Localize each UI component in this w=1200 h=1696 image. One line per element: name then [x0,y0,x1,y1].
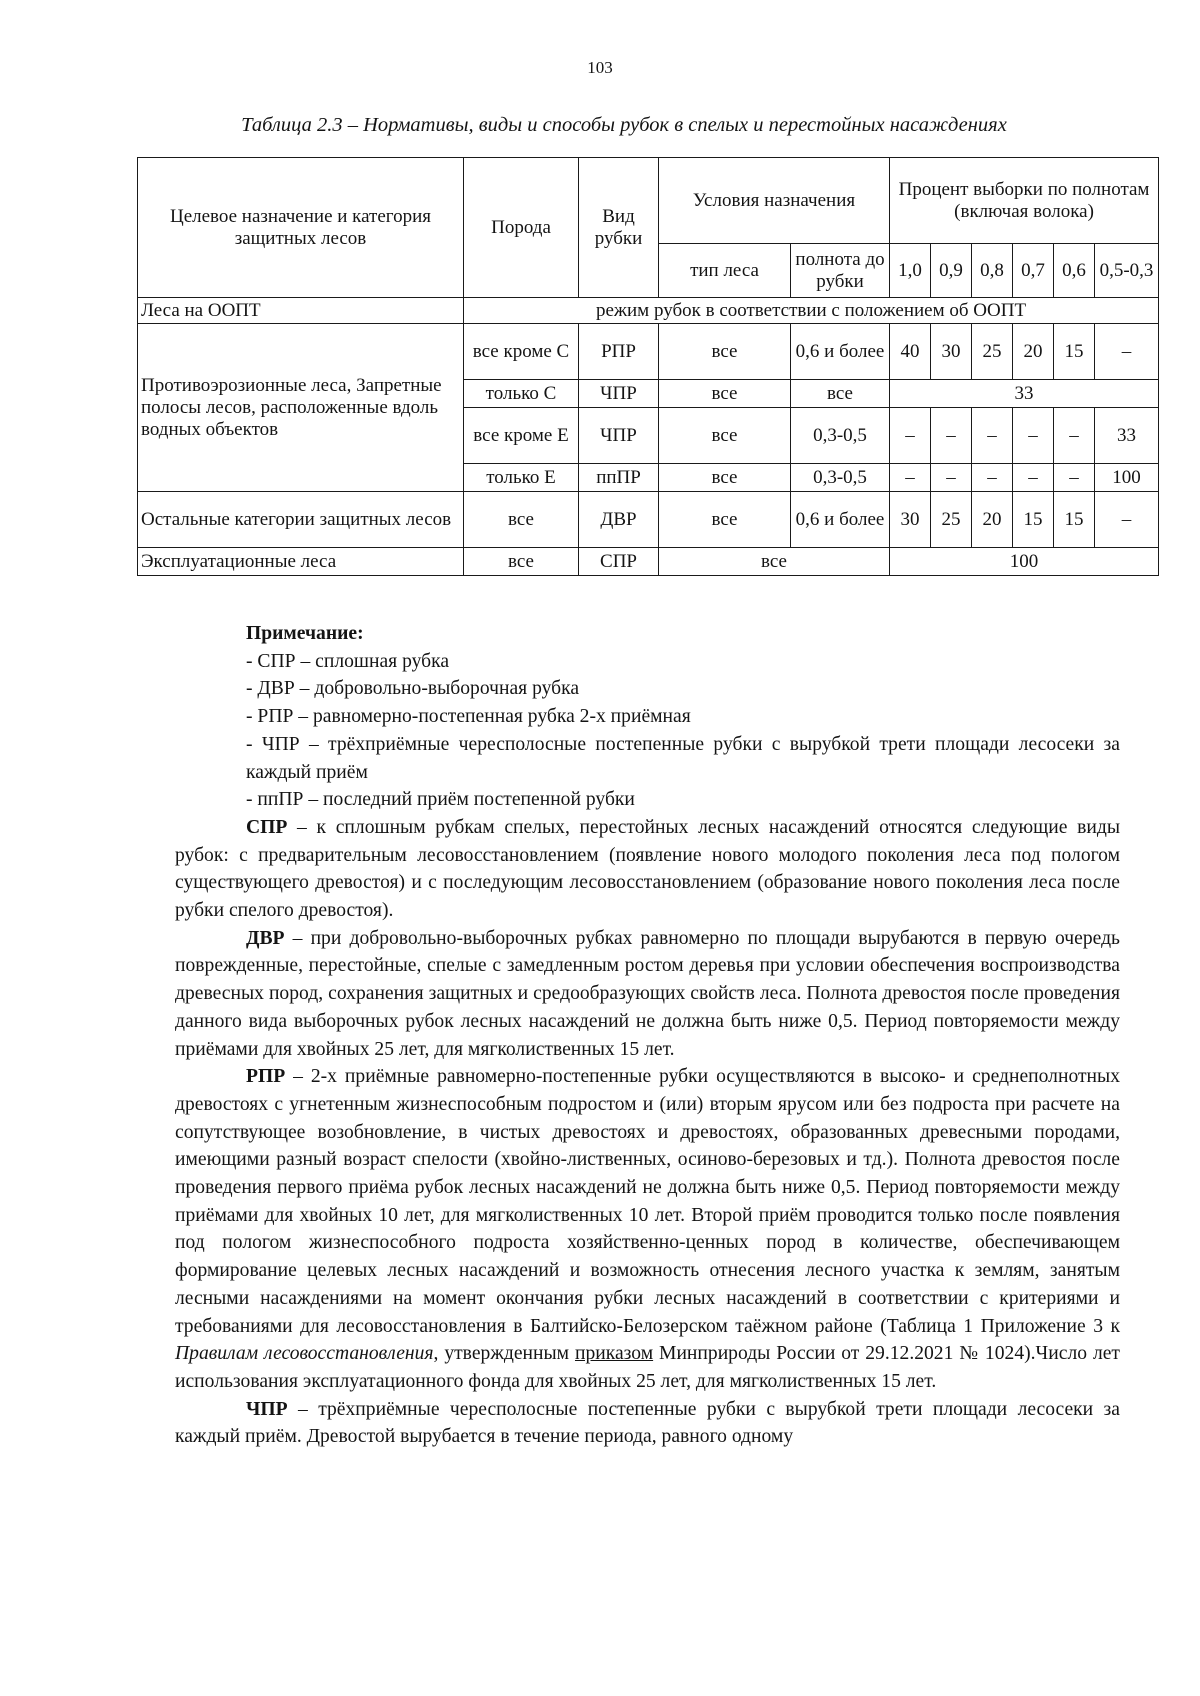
header-density: 1,0 [890,244,931,298]
cell-cut: РПР [579,324,659,380]
cell-conditions: все [659,548,890,576]
cell-value: – [931,408,972,464]
cell-value: 100 [1095,464,1159,492]
header-forest-type: тип леса [659,244,791,298]
cell-value: – [1013,464,1054,492]
paragraph-spr [175,814,1120,925]
cell-density: 0,3-0,5 [791,408,890,464]
paragraph-text: , утвержденным [433,1343,575,1365]
cell-value: – [972,464,1013,492]
note-item: - ппПР – последний приём постепенной рубки [246,789,635,811]
row-label: Противоэрозионные леса, Запретные полосы лесов, расположенные вдоль водных объектов [138,324,464,492]
header-purpose: Целевое назначение и категория защитных лесов [138,158,464,298]
cell-cut: СПР [579,548,659,576]
table-row-oopt [138,298,1159,324]
norms-table [137,157,1159,576]
cell-cut: ДВР [579,492,659,548]
header-density: 0,9 [931,244,972,298]
term-chpr: ЧПР [246,1398,288,1420]
paragraph-dvr [175,925,1120,1064]
cell-density: 0,6 и более [791,492,890,548]
term-spr: СПР [246,816,288,838]
header-density: 0,5-0,3 [1095,244,1159,298]
cell-cut: ЧПР [579,408,659,464]
cell-cut: ЧПР [579,380,659,408]
cell-value: 15 [1054,492,1095,548]
cell-value: – [1095,324,1159,380]
paragraph-rpr [175,1063,1120,1395]
cell-value: 20 [1013,324,1054,380]
paragraph-text: – при добровольно-выборочных рубках равномерно по площади вырубаются в первую очередь поврежденные, перестойные, спелые с замедленным ростом деревья при условии обеспечения воспроизводства древесных пород, сохранения защитных и средообразующих свойств леса. Полнота древостоя после проведения данного вида выборочных рубок лесных насаждений не должна быть ниже 0,5. Период повторяемости между приёмами для хвойных 25 лет, для мягколиственных 15 лет. [175,927,1120,1060]
note-item: - ДВР – добровольно-выборочная рубка [246,678,580,700]
page-number: 103 [587,58,613,77]
cell-value: 20 [972,492,1013,548]
header-density: 0,8 [972,244,1013,298]
note-title: Примечание: [246,623,364,644]
header-conditions: Условия назначения [659,158,890,244]
row-label: Леса на ООПТ [138,298,464,324]
cell-forest: все [659,324,791,380]
term-dvr: ДВР [246,927,285,949]
cell-value: – [890,464,931,492]
paragraph-text: – 2-х приёмные равномерно-постепенные рубки осуществляются в высоко- и среднеполнотных древостоях с угнетенным жизнеспособным подростом и (или) вторым ярусом или без подроста при расчете на сопутствующее возобновление, в чистых древостоях и древостоях, образованных древесными породами, имеющими разный возраст спелости (хвойно-лиственных, осиново-березовых и тд.). Полнота древостоя после проведения первого приёма рубок лесных насаждений не должна быть ниже 0,5. Период повторяемости между приёмами для хвойных 10 лет, для мягколиственных 10 лет. Второй приём проводится только после появления под пологом жизнеспособного подроста хозяйственно-ценных пород в количестве, обеспечивающем формирование целевых лесных насаждений и возможность отнесения лесного участка к землям, занятым лесными насаждениями на момент окончания рубки лесных насаждений в соответствии с критериями и требованиями для лесовосстановления в Балтийско-Белозерском таёжном районе (Таблица 1 Приложение 3 к [175,1066,1120,1337]
cell-value: – [890,408,931,464]
cell-density: все [791,380,890,408]
cell-forest: все [659,380,791,408]
italic-reference: Правилам лесовосстановления [175,1343,434,1365]
cell-value: – [1095,492,1159,548]
cell-forest: все [659,408,791,464]
oopt-regime: режим рубок в соответствии с положением об ООПТ [464,298,1159,324]
header-density-to: полнота до рубки [791,244,890,298]
cell-species: все кроме С [464,324,579,380]
cell-species: все [464,492,579,548]
row-label: Остальные категории защитных лесов [138,492,464,548]
table-row [138,324,1159,380]
note-item: - ЧПР – трёхприёмные чересполосные постепенные рубки с вырубкой трети площади лесосеки за каждый приём [246,733,1120,783]
cell-value: – [1054,408,1095,464]
order-link[interactable]: приказом [574,1343,654,1365]
row-label: Эксплуатационные леса [138,548,464,576]
table-row [138,492,1159,548]
cell-value-merged: 33 [890,380,1159,408]
cell-value: – [1013,408,1054,464]
cell-value: 40 [890,324,931,380]
cell-forest: все [659,464,791,492]
header-species: Порода [464,158,579,298]
cell-value: – [931,464,972,492]
cell-species: все [464,548,579,576]
paragraph-text: – трёхприёмные чересполосные постепенные рубки с вырубкой трети площади лесосеки за каждый приём. Древостой вырубается в течение периода, равного одному [175,1398,1120,1448]
norms-table-container [137,157,1158,576]
header-percent: Процент выборки по полнотам (включая волока) [890,158,1159,244]
header-row-1 [138,158,1159,244]
header-cut-type: Вид рубки [579,158,659,298]
cell-value: – [972,408,1013,464]
cell-density: 0,3-0,5 [791,464,890,492]
cell-forest: все [659,492,791,548]
cell-species: только С [464,380,579,408]
note-item: - СПР – сплошная рубка [246,650,450,672]
cell-value: 25 [931,492,972,548]
notes-section [175,620,1120,1451]
table-row [138,548,1159,576]
paragraph-text: Минприроды России от 29.12.2021 № 1024).Число лет использования эксплуатационного фонда для хвойных 25 лет, для мягколиственных 15 лет. [175,1343,1120,1392]
cell-value: 30 [931,324,972,380]
cell-density: 0,6 и более [791,324,890,380]
paragraph-text: – к сплошным рубкам спелых, перестойных лесных насаждений относятся следующие виды рубок: с предварительным лесовосстановлением (появление нового молодого поколения леса под пологом существующего древостоя) и с последующим лесовосстановлением (образование нового поколения леса после рубки спелого древостоя). [175,816,1120,922]
cell-value: 33 [1095,408,1159,464]
cell-value: – [1054,464,1095,492]
header-density: 0,6 [1054,244,1095,298]
term-rpr: РПР [246,1066,286,1088]
cell-value: 25 [972,324,1013,380]
note-item: - РПР – равномерно-постепенная рубка 2-х приёмная [246,706,691,728]
cell-value: 15 [1054,324,1095,380]
table-caption: Таблица 2.3 – Нормативы, виды и способы рубок в спелых и перестойных насаждениях [241,114,1007,136]
cell-value: 15 [1013,492,1054,548]
header-density: 0,7 [1013,244,1054,298]
cell-species: все кроме Е [464,408,579,464]
paragraph-chpr [175,1396,1120,1451]
cell-value: 30 [890,492,931,548]
cell-species: только Е [464,464,579,492]
cell-cut: ппПР [579,464,659,492]
cell-value-merged: 100 [890,548,1159,576]
